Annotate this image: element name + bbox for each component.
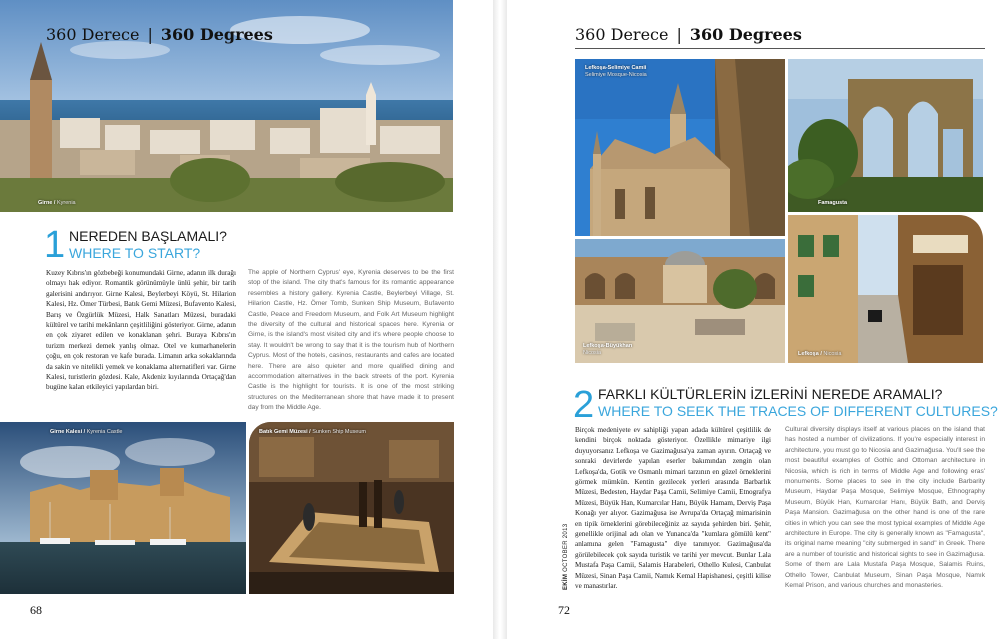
issue-month: EKİM	[563, 573, 569, 590]
left-page	[0, 0, 493, 639]
sunken-ship-museum-image	[249, 422, 454, 594]
caption-sub: Selimiye Mosque-Nicosia	[585, 72, 647, 78]
caption-sub: Nicosia	[583, 350, 602, 356]
section-title-en: WHERE TO SEEK THE TRACES OF DIFFERENT CULTURES?	[598, 403, 998, 419]
photo-selimiye-mosque	[575, 59, 785, 236]
body-text-en: The apple of Northern Cyprus' eye, Kyrenia deserves to be the first stop of the island. The city that's famous for its romantic appearance resembles a history gallery. Kyrenia Castle, Beylerbeyi Village, St. Hilarion Castle, Hz. Ömer Tomb, Sunken Ship Museum, Bufavento Castle, Peace and Freedom Museum, and Folk Art Museum highlight the diversity of the cultural and historical spaces here. Kyrenia or Girne, is the island's most visited city and it's where people choose to stay. It wouldn't be wrong to say that it is the tourism hub of Northern Cyprus. Most of the hotels, casinos, restaurants and cafes are located here. There are also quieter and more qualified dining and accommodation alternatives in the back streets of the port. Kyrenia Castle is the highlight for tourists. It is one of the most striking structures on the Mediterranean shore that have made it to present day from the Middle Age.	[248, 269, 454, 412]
caption-name: Girne	[38, 200, 53, 206]
right-page	[507, 0, 1000, 639]
mosque-photo-caption	[585, 65, 647, 79]
section-number-1: 1	[44, 224, 66, 266]
caption-name: Famagusta	[818, 200, 848, 206]
caption-sub: Nicosia	[823, 351, 842, 357]
caption-name: Batık Gemi Müzesi	[259, 429, 308, 435]
magazine-header-right	[575, 25, 802, 44]
photo-sunken-ship-museum	[249, 422, 454, 594]
caption-sub: Kyrenia	[56, 200, 76, 206]
section-title-tr: FARKLI KÜLTÜRLERİN İZLERİNİ NEREDE ARAMALI?	[598, 386, 943, 402]
selimiye-mosque-image	[575, 59, 785, 236]
section-title-en: WHERE TO START?	[69, 245, 201, 261]
hero-photo-caption: Girne / Kyrenia	[38, 200, 76, 206]
museum-photo-caption: Batık Gemi Müzesi / Sunken Ship Museum	[259, 429, 367, 435]
header-rule	[575, 48, 985, 49]
body-text-tr: Birçok medeniyete ev sahipliği yapan adada kültürel çeşitlilik de kendini birçok noktada gösteriyor. Özellikle mimariye ilgi duyuyorsanız Lefkoşa ve Gazimağusa'ya zaman ayırın. Ortaçağ ve sonraki devirlerde yapılan eserler bakımından zengin olan Lefkoşa'da, Gotik ve Osmanlı mimari tarzının en güzel örneklerini görmek mümkün. Kentin gezilecek yerleri arasında Barbarlık Müzesi, Bedesten, Haydar Paşa Camii, Selimiye Camii, Etnografya Müzesi, Büyük Han, Kumarcılar Hanı, Büyük Hamam, Derviş Paşa Konağı yer alıyor. Gazimağusa ise Avrupa'da Ortaçağ mimarisinin en tipik örneklerini görebileceğiniz az sayıda şehirden biri. Şehir, genellikle orijinal adı olan ve Yunanca'da "kumlara gömülü kent" anlamına gelen "Famagusta" diye tanınıyor. Gazimağusa'da görülebilecek çok sayıda turistik ve tarihi yer mevcut. Bunlar Lala Mustafa Paşa Camii, Salamis Harabeleri, Othello Kulesi, Canbulat Müzesi, Sinan Paşa Camii, Namık Kemal Hapishanesi, çeşitli kilise ve manastırlar.	[575, 426, 771, 591]
street-photo-caption: Lefkoşa / Nicosia	[798, 351, 842, 357]
famagusta-ruins-image	[788, 59, 983, 212]
body-text-tr: Kuzey Kıbrıs'ın gözbebeği konumundaki Girne, adanın ilk durağı olmayı hak ediyor. Romantik görünümüyle ünlü şehir, bir tarih galerisini andırıyor. Girne Kalesi, Beylerbeyi Köyü, St. Hilarion Kalesi, Hz. Ömer Türbesi, Batık Gemi Müzesi, Bufavento Kalesi, Barış ve Özgürlük Müzesi, Halk Sanatları Müzesi, buradaki kültürel ve tarihi mekânların çeşitliliğini gösteriyor. Girne, adanın en çok ziyaret edilen ve konaklanan şehri. Buraya Kıbrıs'ın turizm merkezi demek yanlış olmaz. Otel ve kumarhanelerin çoğu, en çok restoran ve kafe burada. Limanın arka sokaklarında da sakin ve nitelikli yemek ve konaklama alternatifleri var. Girne Kalesi, turistlerin gözdesi. Kale, Akdeniz kıyılarında Ortaçağ'dan bugüne kalan etkileyici yapılardan biri.	[46, 269, 236, 392]
header-title-tr: 360 Derece	[46, 25, 140, 44]
photo-nicosia-street	[788, 215, 983, 363]
famagusta-photo-caption	[818, 200, 847, 207]
page-gutter	[493, 0, 507, 639]
header-divider: |	[676, 25, 682, 44]
header-title-tr: 360 Derece	[575, 25, 669, 44]
issue-date-label	[563, 524, 569, 590]
header-divider: |	[147, 25, 153, 44]
header-title-en: 360 Degrees	[160, 25, 273, 44]
page-number-left: 68	[30, 603, 42, 617]
caption-name: Lefkoşa-Selimiye Camii	[585, 65, 647, 71]
header-title-en: 360 Degrees	[689, 25, 802, 44]
nicosia-street-image	[788, 215, 983, 363]
photo-kyrenia-castle	[0, 422, 246, 594]
caption-sub: Kyrenia Castle	[86, 429, 123, 435]
caption-sub: Sunken Ship Museum	[312, 429, 367, 435]
caption-name: Lefkoşa	[798, 351, 819, 357]
issue-rest: OCTOBER 2013	[563, 523, 569, 572]
caption-name: Girne Kalesi	[50, 429, 83, 435]
caption-name: Lefkoşa-Büyükhan	[583, 343, 633, 349]
kyrenia-castle-image	[0, 422, 246, 594]
magazine-header-left	[46, 25, 273, 44]
castle-photo-caption: Girne Kalesi / Kyrenia Castle	[50, 429, 123, 435]
body-text-en: Cultural diversity displays itself at various places on the island that has hosted a number of civilizations. If you're especially interest in architecture, you must go to Nicosia and Gazimağusa. You'll see the most beautiful examples of Gothic and Ottoman architecture in Nicosia, which is rich in terms of Middle Age and following eras' monuments. Some places to see in the city include Barbarity Museum, Haydar Paşa Mosque, Selimiye Mosque, Ethnography Museum, Büyük Han, Kumarcılar Hanı, Büyük Bath, and Derviş Paşa Mansion. Gazimağusa on the other hand is one of the rare cities in which you can see the most typical examples of Middle Age architecture in Europe. The city is generally known as "Famagusta", its original name meaning "city submerged in sand" in Greek. There are a number of touristic and historical sights to see in Gazimağusa. Some of them are Lala Mustafa Paşa Mosque, Salamis Ruins, Othello Tower, Canbulat Museum, Sinan Paşa Mosque, Namık Kemal Prison, and various churches and monasteries.	[785, 426, 985, 590]
section-title-tr: NEREDEN BAŞLAMALI?	[69, 228, 227, 244]
photo-buyukhan	[575, 239, 785, 363]
buyukhan-photo-caption	[583, 343, 632, 357]
page-number-right: 72	[558, 603, 570, 617]
section-number-2: 2	[573, 384, 595, 426]
photo-famagusta-ruins	[788, 59, 983, 212]
